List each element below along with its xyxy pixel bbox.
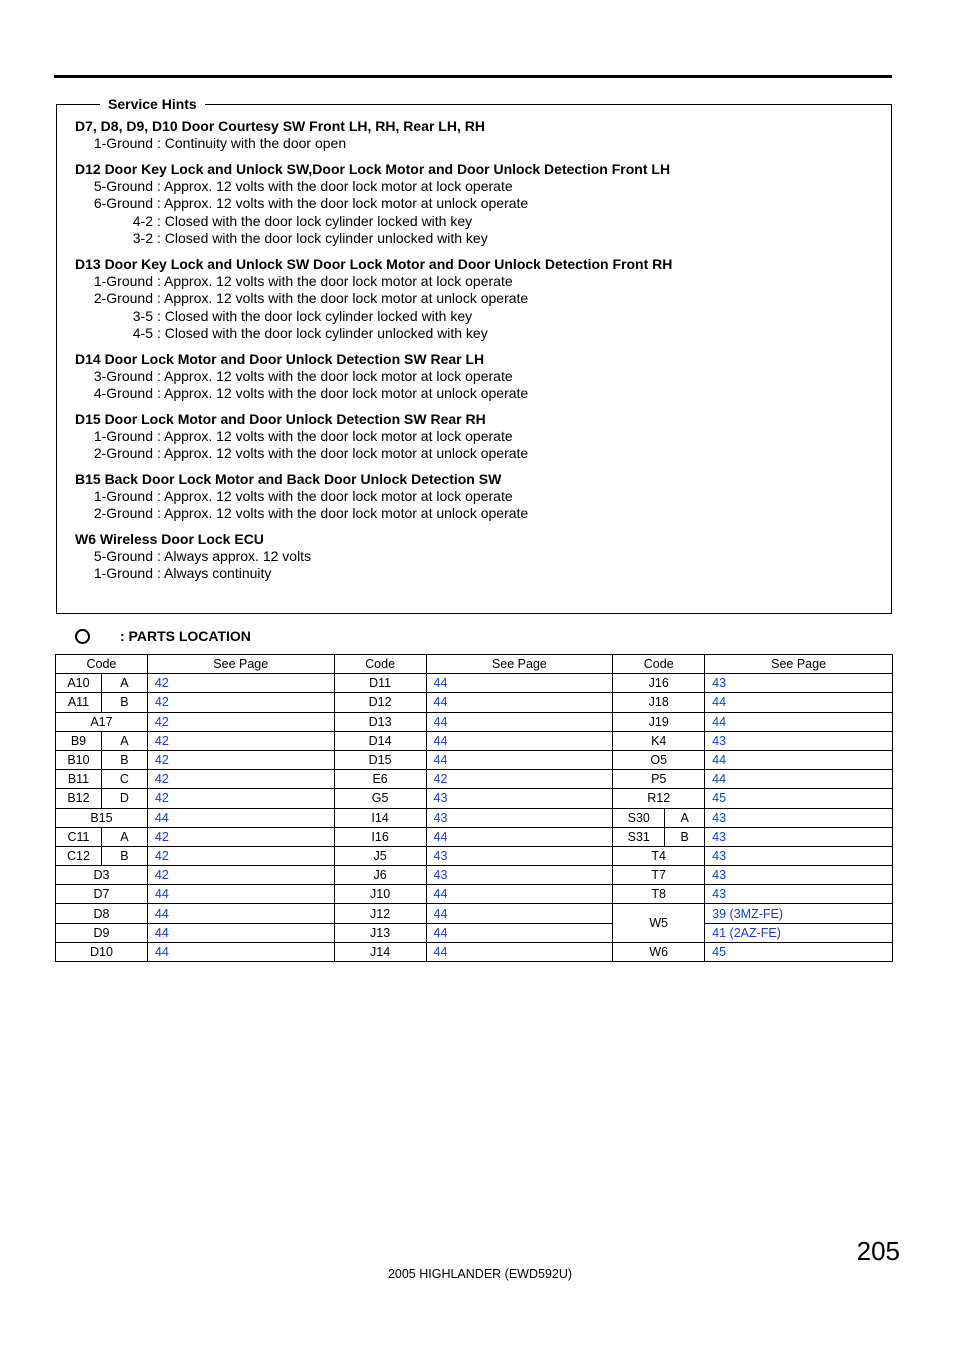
table-row	[56, 827, 893, 846]
hint-description: : Approx. 12 volts with the door lock motor at unlock operate	[157, 445, 529, 461]
table-header-cell: Code	[56, 655, 148, 674]
hint-description: : Closed with the door lock cylinder unlocked with key	[157, 325, 488, 341]
code-cell: I16	[334, 827, 426, 846]
page-link: 42	[147, 846, 334, 865]
page-link: 44	[147, 942, 334, 961]
table-row	[56, 808, 893, 827]
code-cell: T8	[613, 885, 705, 904]
code-cell: I14	[334, 808, 426, 827]
table-row	[56, 731, 893, 750]
hint-line	[75, 230, 875, 248]
code-cell: J16	[613, 674, 705, 693]
page-link: 44	[426, 674, 613, 693]
hint-line	[75, 428, 875, 446]
code-cell: D12	[334, 693, 426, 712]
page-link: 43	[705, 808, 893, 827]
code-cell: J18	[613, 693, 705, 712]
hint-line	[75, 290, 875, 308]
footer: 2005 HIGHLANDER (EWD592U)	[387, 1267, 573, 1281]
code-sub-cell: B	[101, 750, 147, 769]
code-cell: A11	[56, 693, 102, 712]
code-cell: D8	[56, 904, 148, 923]
table-row	[56, 904, 893, 923]
hint-terminal: 6-Ground	[93, 195, 153, 211]
code-cell: J6	[334, 866, 426, 885]
page-link: 44	[147, 923, 334, 942]
hint-description: : Closed with the door lock cylinder unlocked with key	[157, 230, 488, 246]
hint-terminal: 1-Ground	[93, 427, 153, 444]
page-link: 42	[147, 789, 334, 808]
code-cell: J19	[613, 712, 705, 731]
code-sub-cell: A	[101, 731, 147, 750]
hint-line	[75, 213, 875, 231]
code-cell: E6	[334, 770, 426, 789]
table-row	[56, 846, 893, 865]
hint-line	[75, 385, 875, 403]
page-link: 43	[705, 866, 893, 885]
hint-description: : Continuity with the door open	[157, 135, 347, 151]
code-cell: D10	[56, 942, 148, 961]
hint-line	[75, 565, 875, 583]
table-row	[56, 693, 893, 712]
hint-terminal: 3-5	[132, 307, 153, 324]
hint-description: : Approx. 12 volts with the door lock motor at unlock operate	[157, 385, 529, 401]
table-row	[56, 750, 893, 769]
code-cell: W5	[613, 904, 705, 942]
table-row	[56, 942, 893, 961]
table-row	[56, 923, 893, 942]
page-link: 43	[426, 866, 613, 885]
code-cell: B12	[56, 789, 102, 808]
hint-description: : Closed with the door lock cylinder locked with key	[157, 307, 473, 324]
code-cell: G5	[334, 789, 426, 808]
top-rule	[54, 75, 892, 78]
code-cell: B15	[56, 808, 148, 827]
code-cell: J10	[334, 885, 426, 904]
hint-line	[75, 505, 875, 523]
parts-location-table	[55, 654, 893, 962]
hint-line	[75, 135, 875, 153]
code-cell: S30	[613, 808, 665, 827]
code-sub-cell: A	[101, 674, 147, 693]
hint-description: : Approx. 12 volts with the door lock motor at unlock operate	[157, 195, 529, 211]
code-cell: J14	[334, 942, 426, 961]
code-cell: O5	[613, 750, 705, 769]
hint-line	[75, 195, 875, 213]
code-cell: T4	[613, 846, 705, 865]
page-link: 43	[705, 885, 893, 904]
table-header-cell: Code	[334, 655, 426, 674]
hint-section-title: D7, D8, D9, D10 Door Courtesy SW Front LH, RH, Rear LH, RH	[75, 118, 485, 134]
code-cell: J5	[334, 846, 426, 865]
code-cell: D7	[56, 885, 148, 904]
hint-terminal: 4-Ground	[93, 385, 153, 401]
hint-description: : Approx. 12 volts with the door lock motor at unlock operate	[157, 290, 529, 306]
code-cell: D11	[334, 674, 426, 693]
table-row	[56, 712, 893, 731]
hint-line	[75, 488, 875, 506]
table-header-cell: See Page	[705, 655, 893, 674]
hint-terminal: 1-Ground	[93, 135, 153, 151]
code-sub-cell: B	[665, 827, 705, 846]
hint-line	[75, 308, 875, 326]
hint-section-title: D15 Door Lock Motor and Door Unlock Detection SW Rear RH	[75, 410, 486, 427]
page-link: 42	[426, 770, 613, 789]
page-link: 44	[147, 904, 334, 923]
hint-section-title: D13 Door Key Lock and Unlock SW Door Lock Motor and Door Unlock Detection Front RH	[75, 255, 673, 272]
table-row	[56, 674, 893, 693]
code-cell: W6	[613, 942, 705, 961]
page-link: 44	[147, 808, 334, 827]
code-cell: D9	[56, 923, 148, 942]
page-link: 43	[705, 731, 893, 750]
code-cell: K4	[613, 731, 705, 750]
table-header-cell: See Page	[426, 655, 613, 674]
page-link: 44	[426, 731, 613, 750]
hint-terminal: 2-Ground	[93, 290, 153, 306]
page-link: 42	[147, 866, 334, 885]
hint-terminal: 5-Ground	[93, 547, 153, 564]
code-cell: D3	[56, 866, 148, 885]
page-link: 44	[147, 885, 334, 904]
hint-line	[75, 325, 875, 343]
page-link: 44	[705, 770, 893, 789]
hint-description: : Approx. 12 volts with the door lock motor at lock operate	[157, 427, 513, 444]
hint-terminal: 2-Ground	[93, 445, 153, 461]
code-sub-cell: C	[101, 770, 147, 789]
code-cell: R12	[613, 789, 705, 808]
page-link: 42	[147, 674, 334, 693]
hint-terminal: 3-Ground	[93, 367, 153, 384]
hint-terminal: 2-Ground	[93, 505, 153, 521]
code-cell: P5	[613, 770, 705, 789]
code-cell: J12	[334, 904, 426, 923]
page-link: 44	[705, 750, 893, 769]
hint-section-title: B15 Back Door Lock Motor and Back Door Unlock Detection SW	[75, 470, 502, 487]
hint-terminal: 5-Ground	[93, 177, 153, 194]
page-link: 44	[426, 712, 613, 731]
hint-description: : Approx. 12 volts with the door lock motor at lock operate	[157, 272, 513, 289]
page-link: 41 (2AZ-FE)	[705, 923, 893, 942]
legend-label: : PARTS LOCATION	[120, 628, 251, 644]
code-cell: C12	[56, 846, 102, 865]
page-link: 43	[426, 846, 613, 865]
code-cell: A10	[56, 674, 102, 693]
code-cell: S31	[613, 827, 665, 846]
hint-description: : Approx. 12 volts with the door lock motor at lock operate	[157, 367, 513, 384]
table-header-cell: Code	[613, 655, 705, 674]
table-row	[56, 885, 893, 904]
code-sub-cell: A	[101, 827, 147, 846]
table-row	[56, 866, 893, 885]
hint-description: : Approx. 12 volts with the door lock motor at lock operate	[157, 177, 513, 194]
page-link: 43	[426, 789, 613, 808]
hint-description: : Approx. 12 volts with the door lock motor at lock operate	[157, 487, 513, 504]
hint-line	[75, 178, 875, 196]
code-cell: A17	[56, 712, 148, 731]
code-sub-cell: D	[101, 789, 147, 808]
hint-description: : Always continuity	[157, 565, 272, 581]
code-sub-cell: A	[665, 808, 705, 827]
hint-terminal: 1-Ground	[93, 272, 153, 289]
page-link: 39 (3MZ-FE)	[705, 904, 893, 923]
hint-terminal: 1-Ground	[93, 487, 153, 504]
code-cell: B9	[56, 731, 102, 750]
hint-terminal: 4-5	[132, 325, 153, 341]
page-link: 45	[705, 789, 893, 808]
code-cell: B10	[56, 750, 102, 769]
page-link: 42	[147, 693, 334, 712]
table-row	[56, 789, 893, 808]
page-link: 42	[147, 750, 334, 769]
page-link: 42	[147, 731, 334, 750]
page-link: 42	[147, 712, 334, 731]
code-cell: D14	[334, 731, 426, 750]
page-link: 42	[147, 770, 334, 789]
page-link: 43	[705, 674, 893, 693]
code-cell: D13	[334, 712, 426, 731]
hint-section-title: W6 Wireless Door Lock ECU	[75, 530, 264, 547]
hint-line	[75, 368, 875, 386]
hint-line	[75, 445, 875, 463]
hint-section-title: D14 Door Lock Motor and Door Unlock Detection SW Rear LH	[75, 350, 485, 367]
service-hints-content	[75, 118, 875, 583]
hint-section-title: D12 Door Key Lock and Unlock SW,Door Lock Motor and Door Unlock Detection Front LH	[75, 160, 671, 177]
page-link: 44	[426, 904, 613, 923]
hint-description: : Approx. 12 volts with the door lock motor at unlock operate	[157, 505, 529, 521]
page-link: 44	[426, 827, 613, 846]
page-link: 44	[426, 693, 613, 712]
hint-description: : Always approx. 12 volts	[157, 547, 312, 564]
page-link: 44	[705, 693, 893, 712]
page-link: 44	[426, 923, 613, 942]
page-link: 43	[705, 827, 893, 846]
code-cell: D15	[334, 750, 426, 769]
code-sub-cell: B	[101, 693, 147, 712]
hint-terminal: 4-2	[132, 212, 153, 229]
hint-description: : Closed with the door lock cylinder locked with key	[157, 212, 473, 229]
hint-terminal: 1-Ground	[93, 565, 153, 581]
hint-terminal: 3-2	[132, 230, 153, 246]
page-number: 205	[856, 1236, 900, 1266]
page-link: 43	[705, 846, 893, 865]
page-link: 45	[705, 942, 893, 961]
table-header-cell: See Page	[147, 655, 334, 674]
service-hints-title: Service Hints	[100, 96, 205, 112]
page-link: 44	[426, 942, 613, 961]
hint-line	[75, 273, 875, 291]
page-link: 43	[426, 808, 613, 827]
code-cell: T7	[613, 866, 705, 885]
circle-icon	[75, 629, 90, 644]
code-cell: B11	[56, 770, 102, 789]
parts-location-legend	[75, 628, 251, 644]
table-header-row	[56, 655, 893, 674]
hint-line	[75, 548, 875, 566]
code-cell: C11	[56, 827, 102, 846]
page-link: 44	[426, 885, 613, 904]
code-cell: J13	[334, 923, 426, 942]
page-link: 44	[705, 712, 893, 731]
page-link: 44	[426, 750, 613, 769]
table-row	[56, 770, 893, 789]
code-sub-cell: B	[101, 846, 147, 865]
page-link: 42	[147, 827, 334, 846]
